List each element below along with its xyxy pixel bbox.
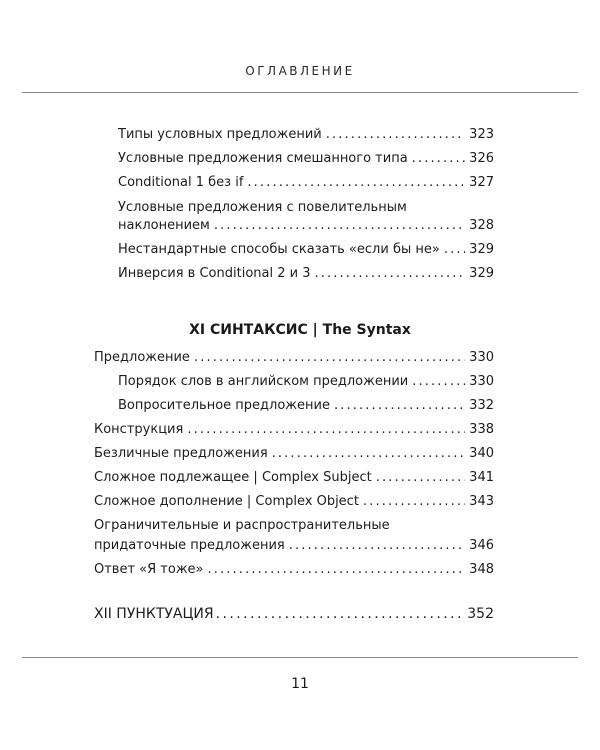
toc-entry-page: 332 — [469, 398, 494, 413]
toc-entry[interactable] — [118, 398, 494, 414]
toc-entry-title: Безличные предложения — [94, 446, 268, 461]
toc-entry-title: Conditional 1 без if — [118, 175, 244, 190]
footer-rule — [22, 657, 578, 658]
toc-entry-title-line1[interactable]: Условные предложения с повелительным — [118, 200, 407, 215]
leader-dots — [334, 398, 465, 414]
leader-dots — [444, 242, 465, 258]
toc-entry-title: Нестандартные способы сказать «если бы не» — [118, 242, 440, 257]
toc-entry-page: 326 — [469, 151, 494, 166]
leader-dots — [314, 266, 465, 282]
toc-entry-title: Сложное подлежащее | Complex Subject — [94, 470, 372, 485]
toc-entry-page: 328 — [469, 218, 494, 233]
toc-entry-title-line2: придаточные предложения — [94, 538, 285, 553]
toc-entry-page: 327 — [469, 175, 494, 190]
leader-dots — [247, 175, 465, 191]
toc-entry-title: XII ПУНКТУАЦИЯ — [94, 606, 214, 622]
toc-entry[interactable] — [94, 422, 494, 438]
leader-dots — [376, 470, 465, 486]
toc-entry-page: 330 — [469, 374, 494, 389]
toc-entry[interactable] — [94, 538, 494, 554]
toc-entry[interactable] — [118, 127, 494, 143]
leader-dots — [207, 562, 465, 578]
leader-dots — [187, 422, 465, 438]
toc-entry-page: 323 — [469, 127, 494, 142]
toc-entry-title-line2: наклонением — [118, 218, 210, 233]
page-number: 11 — [291, 676, 309, 692]
toc-entry[interactable] — [94, 494, 494, 510]
toc-entry[interactable] — [94, 470, 494, 486]
toc-entry[interactable] — [94, 446, 494, 462]
toc-entry[interactable] — [118, 175, 494, 191]
leader-dots — [412, 151, 466, 167]
toc-entry[interactable] — [118, 151, 494, 167]
toc-entry-page: 329 — [469, 242, 494, 257]
leader-dots — [289, 538, 465, 554]
toc-entry-title: Инверсия в Conditional 2 и 3 — [118, 266, 311, 281]
toc-entry-page: 341 — [469, 470, 494, 485]
leader-dots — [194, 350, 465, 366]
section-heading-syntax[interactable]: XI СИНТАКСИС | The Syntax — [189, 322, 411, 338]
toc-entry-title-line1[interactable]: Ограничительные и распространительные — [94, 518, 390, 533]
leader-dots — [216, 606, 466, 622]
toc-entry-page: 348 — [469, 562, 494, 577]
toc-entry-page: 346 — [469, 538, 494, 553]
toc-entry-title: Вопросительное предложение — [118, 398, 330, 413]
toc-entry-title: Условные предложения смешанного типа — [118, 151, 408, 166]
toc-entry-title: Порядок слов в английском предложении — [118, 374, 409, 389]
toc-entry-page: 343 — [469, 494, 494, 509]
leader-dots — [326, 127, 465, 143]
leader-dots — [214, 218, 465, 234]
toc-entry[interactable] — [118, 218, 494, 234]
toc-entry-title: Предложение — [94, 350, 190, 365]
toc-entry-page: 338 — [469, 422, 494, 437]
toc-entry-title: Сложное дополнение | Complex Object — [94, 494, 359, 509]
toc-entry[interactable] — [118, 242, 494, 258]
toc-entry[interactable] — [94, 350, 494, 366]
toc-entry-title: Ответ «Я тоже» — [94, 562, 204, 577]
toc-entry-page: 352 — [467, 606, 494, 622]
leader-dots — [272, 446, 466, 462]
toc-entry[interactable] — [94, 562, 494, 578]
leader-dots — [363, 494, 465, 510]
header-rule — [22, 92, 578, 93]
toc-entry-page: 330 — [469, 350, 494, 365]
running-header: ОГЛАВЛЕНИЕ — [245, 64, 355, 78]
toc-entry-title: Конструкция — [94, 422, 184, 437]
leader-dots — [412, 374, 465, 390]
toc-entry-page: 329 — [469, 266, 494, 281]
toc-entry-page: 340 — [469, 446, 494, 461]
toc-entry[interactable] — [118, 374, 494, 390]
toc-entry[interactable] — [118, 266, 494, 282]
toc-entry-punctuation[interactable] — [94, 606, 494, 622]
toc-entry-title: Типы условных предложений — [118, 127, 322, 142]
